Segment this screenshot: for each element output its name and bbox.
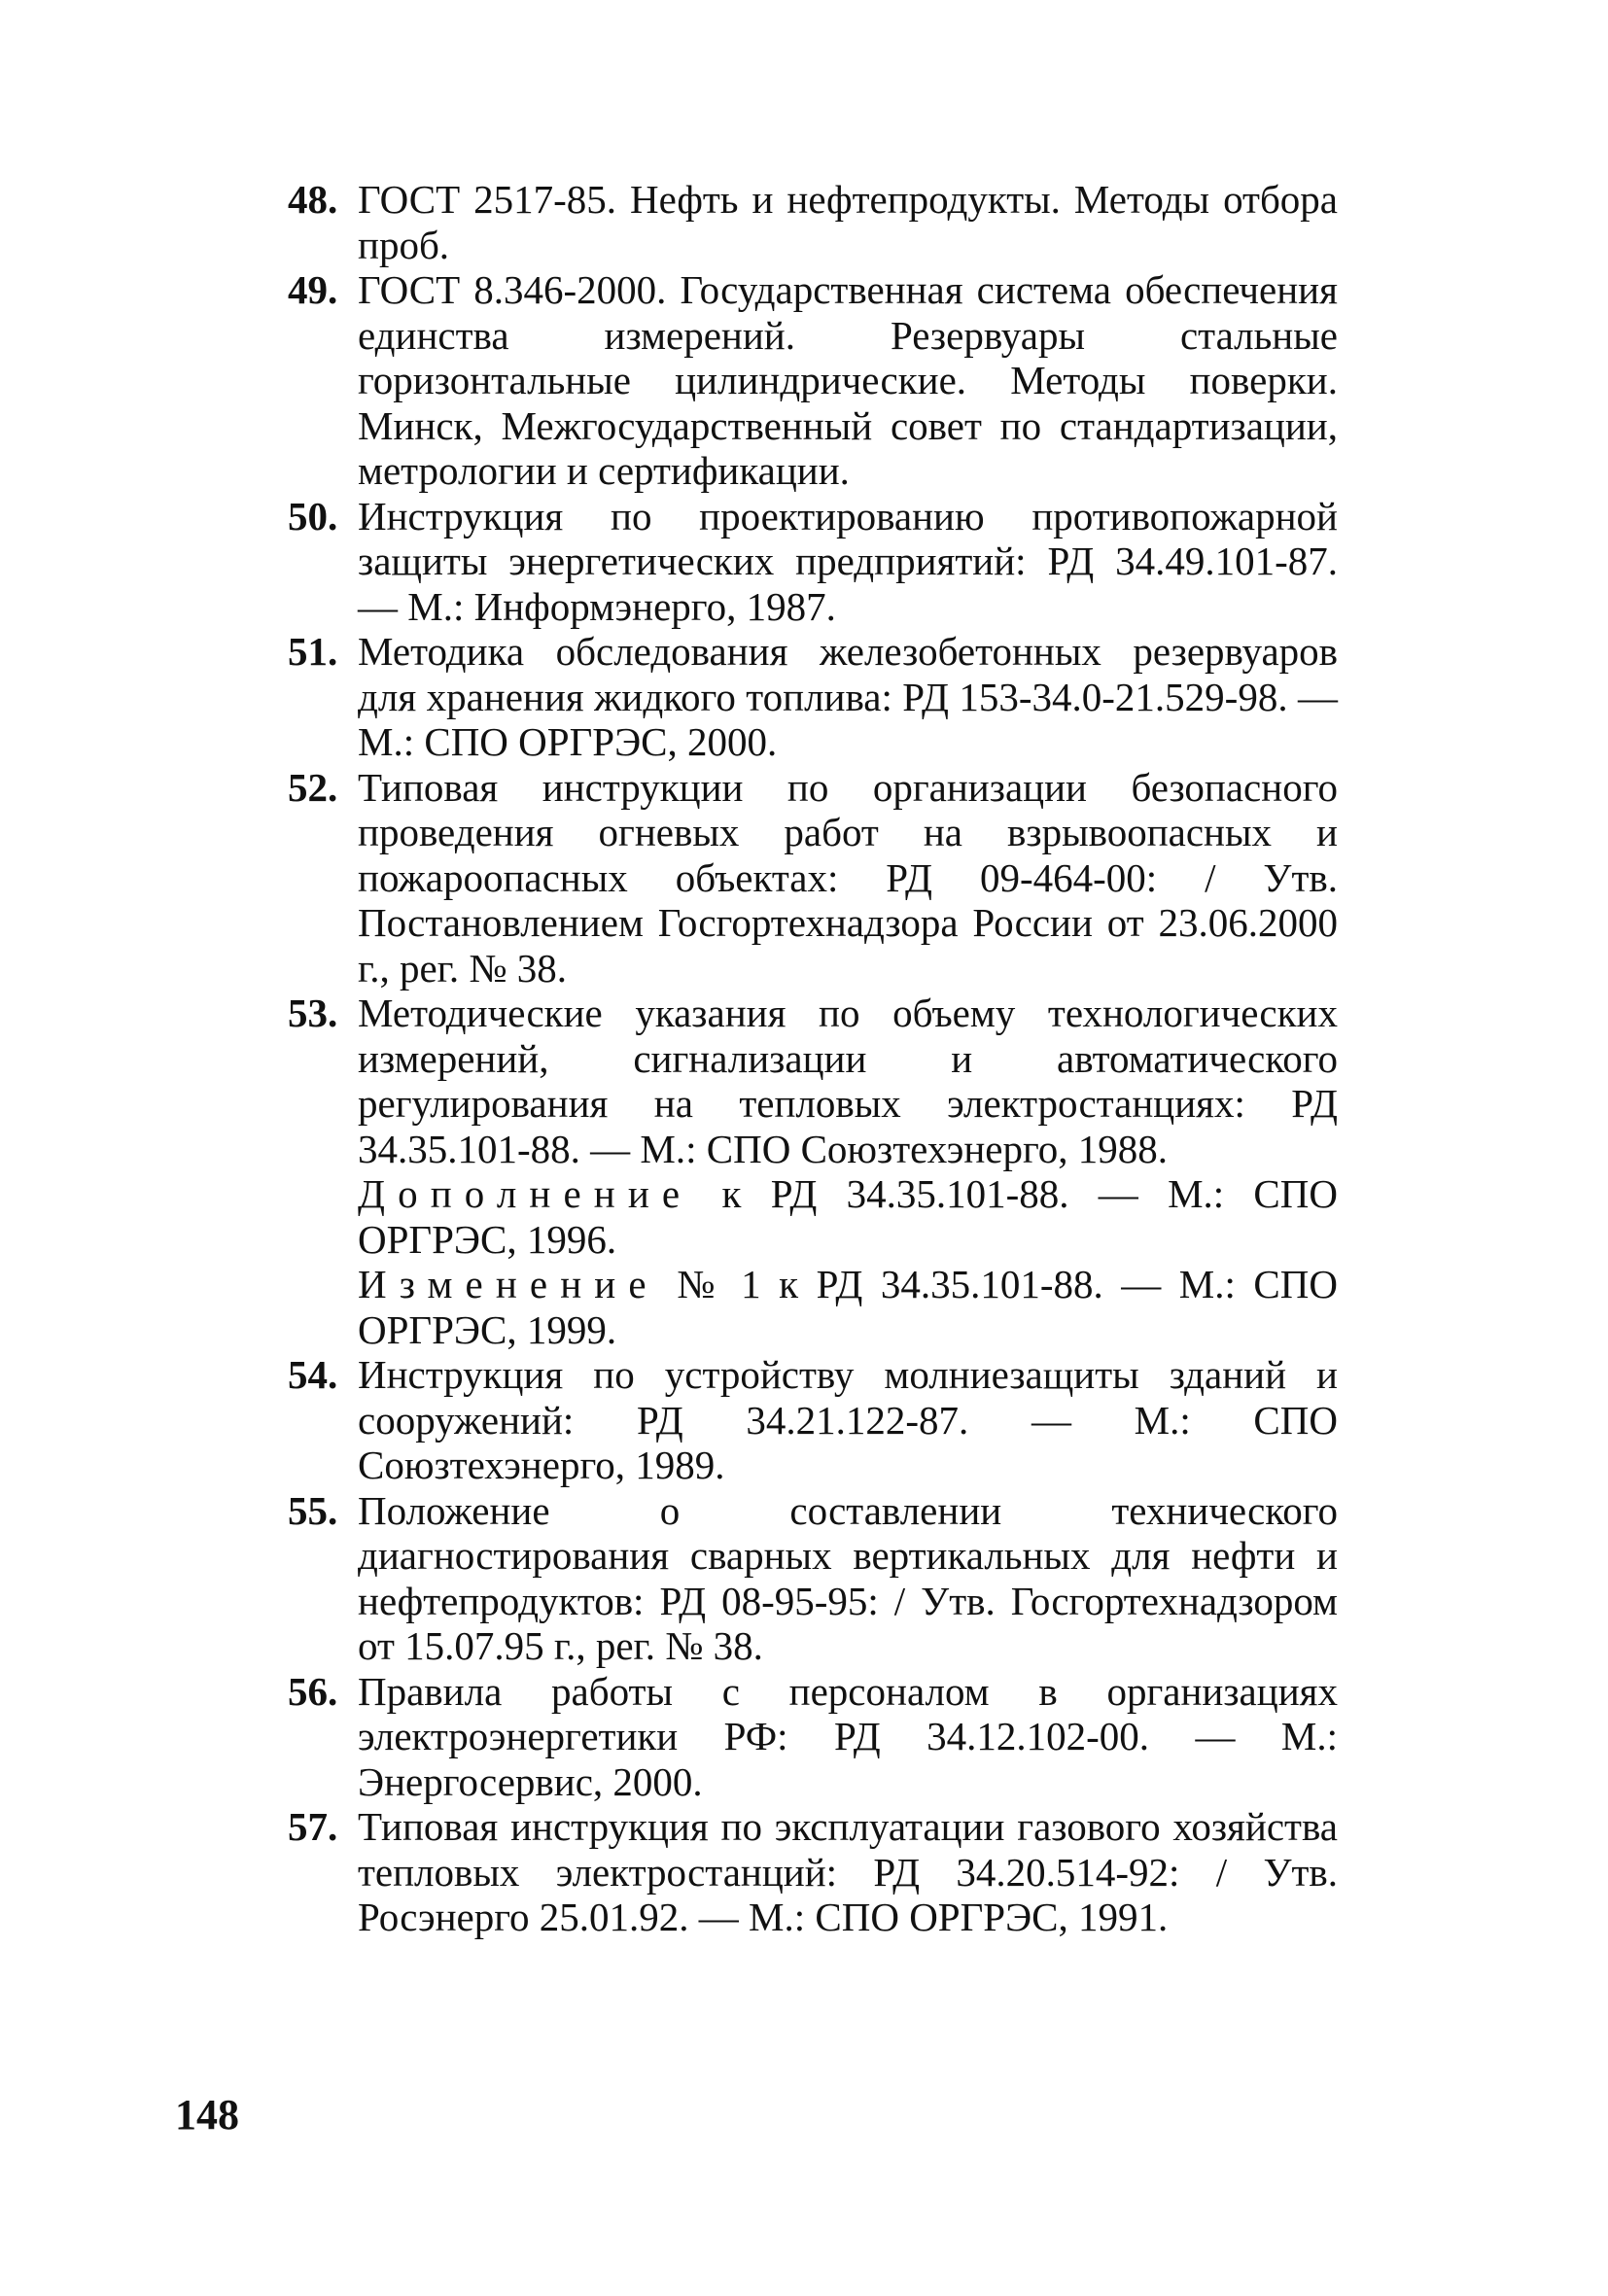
reference-number: 51.: [288, 629, 338, 674]
reference-number: 55.: [288, 1487, 338, 1533]
change-text: № 1 к РД 34.35.101-88. — М.: СПО ОРГРЭС, 1999.: [358, 1262, 1338, 1352]
reference-number: 52.: [288, 764, 338, 810]
reference-text: Положение о составлении технического диагностирования сварных вертикальных для нефти и нефтепродуктов: РД 08-95-95: / Утв. Госгортехнадзором от 15.07.95 г., рег. № 38.: [358, 1487, 1338, 1668]
reference-item-51: [288, 629, 1338, 765]
reference-addendum: [358, 1171, 1338, 1262]
reference-number: 50.: [288, 493, 338, 539]
reference-item-50: [288, 494, 1338, 630]
reference-item-52: [288, 765, 1338, 991]
reference-number: 48.: [288, 177, 338, 222]
reference-item-54: [288, 1352, 1338, 1488]
reference-text: Методика обследования железобетонных резервуаров для хранения жидкого топлива: РД 153-34.0-21.529-98. — М.: СПО ОРГРЭС, 2000.: [358, 629, 1338, 764]
reference-list: [288, 177, 1338, 1940]
addendum-text: к РД 34.35.101-88. — М.: СПО ОРГРЭС, 1996.: [358, 1171, 1338, 1262]
reference-text: Инструкция по устройству молниезащиты зданий и сооружений: РД 34.21.122-87. — М.: СПО Союзтехэнерго, 1989.: [358, 1352, 1338, 1487]
reference-item-53: [288, 991, 1338, 1352]
addendum-label: Дополнение: [358, 1171, 693, 1216]
reference-text: ГОСТ 2517-85. Нефть и нефтепродукты. Методы отбора проб.: [358, 177, 1338, 267]
reference-text: Методические указания по объему технологических измерений, сигнализации и автоматического регулирования на тепловых электростанциях: РД 34.35.101-88. — М.: СПО Союзтехэнерго, 1988.: [358, 991, 1338, 1171]
reference-item-57: [288, 1804, 1338, 1940]
reference-text: Типовая инструкции по организации безопасного проведения огневых работ на взрывоопасных и пожароопасных объектах: РД 09-464-00: / Утв. Постановлением Госгортехнадзора России от 23.06.2000 г., рег. № 38.: [358, 764, 1338, 991]
page-number: 148: [175, 2091, 239, 2139]
reference-number: 49.: [288, 267, 338, 312]
reference-number: 57.: [288, 1804, 338, 1849]
change-label: Изменение: [358, 1262, 659, 1306]
reference-item-55: [288, 1488, 1338, 1669]
reference-text: Типовая инструкция по эксплуатации газового хозяйства тепловых электростанций: РД 34.20.514-92: / Утв. Росэнерго 25.01.92. — М.: СПО ОРГРЭС, 1991.: [358, 1804, 1338, 1939]
reference-number: 56.: [288, 1668, 338, 1714]
reference-item-48: [288, 177, 1338, 267]
reference-item-49: [288, 267, 1338, 494]
reference-text: Инструкция по проектированию противопожарной защиты энергетических предприятий: РД 34.49.101-87. — М.: Информэнерго, 1987.: [358, 493, 1338, 629]
reference-number: 54.: [288, 1352, 338, 1397]
reference-change: [358, 1262, 1338, 1352]
reference-text: ГОСТ 8.346-2000. Государственная система обеспечения единства измерений. Резервуары стальные горизонтальные цилиндрические. Методы поверки. Минск, Межгосударственный совет по стандартизации, метрологии и сертификации.: [358, 267, 1338, 493]
reference-item-56: [288, 1669, 1338, 1805]
reference-text: Правила работы с персоналом в организациях электроэнергетики РФ: РД 34.12.102-00. — М.: Энергосервис, 2000.: [358, 1668, 1338, 1804]
reference-number: 53.: [288, 991, 338, 1035]
